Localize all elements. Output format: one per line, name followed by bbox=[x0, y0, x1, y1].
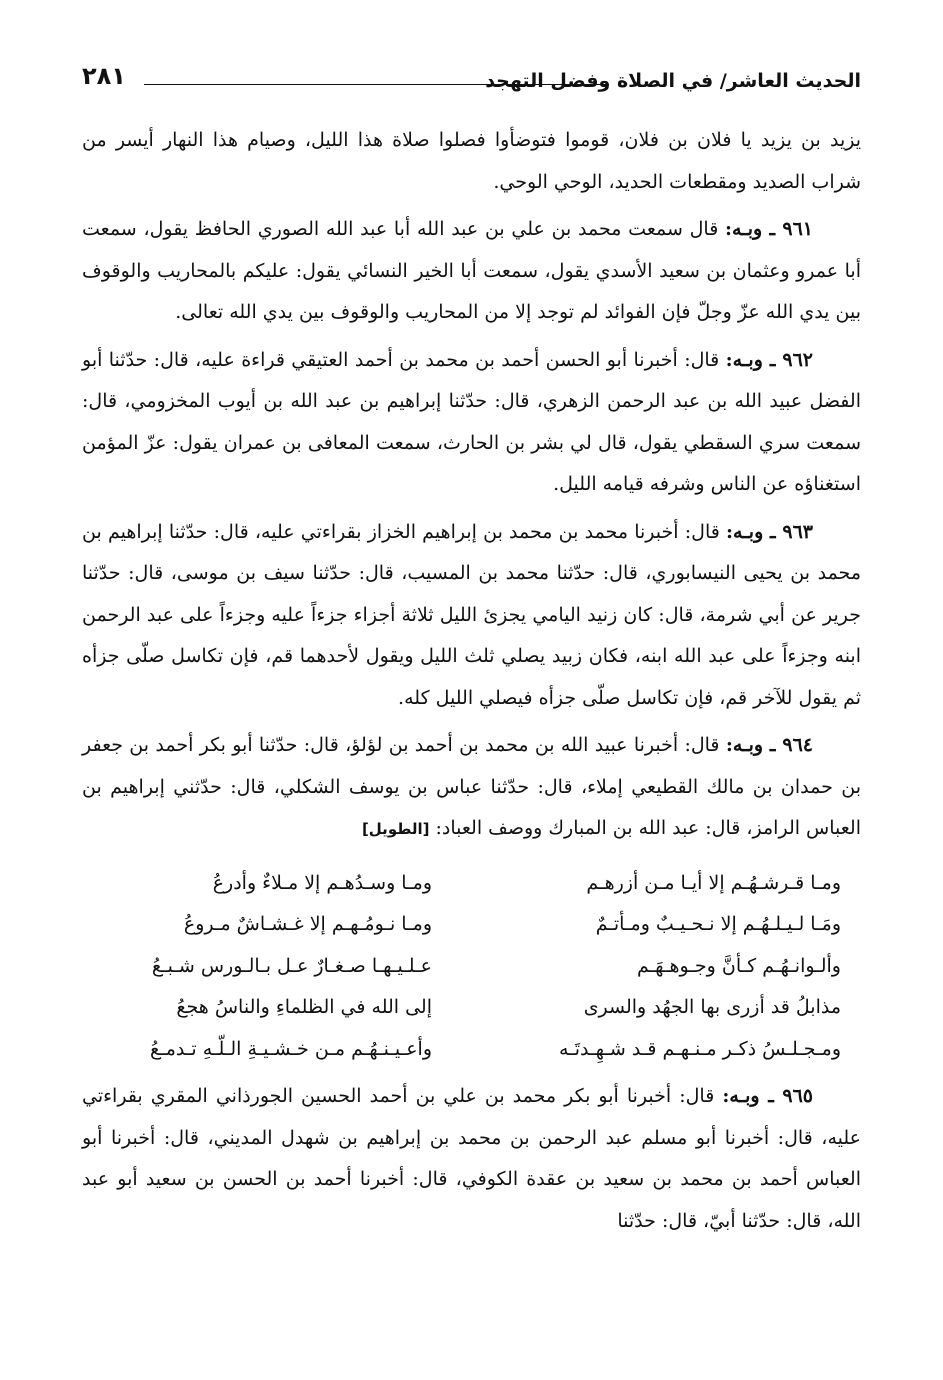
hadith-number: ٩٦٢ ـ وبـه: bbox=[725, 348, 813, 371]
verse-first-hemistich: ومـجـلـسُ ذكـر مـنـهـم قـد شـهِـدتَـه bbox=[558, 1037, 841, 1060]
verse-first-hemistich: ومَـا لـيـلـهُـم إلا نـحـيـبٌ ومـأتـمٌ bbox=[595, 913, 841, 935]
hadith-text: قال: أخبرنا عبيد الله بن محمد بن أحمد بن لؤلؤ، قال: حدّثنا أبو بكر أحمد بن جعفر بن حمدان بن مالك القطيعي إملاء، قال: حدّثنا عباس بن يوسف الشكلي، قال: حدّثني إبراهيم بن العباس الرامز، قال: عبد الله بن المبارك ووصف العباد: bbox=[82, 734, 861, 839]
verse-second-hemistich: إلى الله في الظلماءِ والناسُ هجعُ bbox=[176, 996, 432, 1018]
hadith-number: ٩٦٥ ـ وبـه: bbox=[722, 1085, 813, 1107]
poem-verse bbox=[102, 863, 841, 905]
poem-verse bbox=[102, 1029, 841, 1071]
paragraph-continuation bbox=[82, 120, 861, 203]
hadith-text: قال: أخبرنا أبو بكر محمد بن علي بن أحمد الحسين الجورذاني المقري بقراءتي عليه، قال: أخبرنا أبو مسلم عبد الرحمن بن محمد بن إبراهيم بن شهدل المديني، قال: أخبرنا أبو العباس أحمد بن محمد بن سعيد بن عقدة الكوفي، قال: أخبرنا أحمد بن الحسن بن سعيد أبو عبد الله، قال: حدّثنا أبيّ، قال: حدّثنا bbox=[82, 1085, 861, 1232]
verse-first-hemistich: ومـا قـرشـهُـم إلا أيـا مـن أزرهـم bbox=[586, 871, 841, 894]
verse-second-hemistich: ومـا وسـدُهـم إلا مـلاءٌ وأدرعُ bbox=[212, 871, 432, 894]
poem-verse bbox=[102, 987, 841, 1029]
verse-second-hemistich: ومـا نـومُـهـم إلا غـشـاشٌ مـروعُ bbox=[183, 913, 432, 935]
meter-label: [الطويل] bbox=[361, 820, 430, 838]
hadith-number: ٩٦٤ ـ وبـه: bbox=[725, 734, 814, 756]
verse-first-hemistich: وألـوانـهُـم كـأنَّ وجـوهـهَـم bbox=[636, 954, 841, 977]
hadith-964 bbox=[82, 725, 861, 851]
hadith-961 bbox=[82, 209, 861, 334]
verse-second-hemistich: وأعـيـنـهُـم مـن خـشـيـةِ الـلّـهِ تـدمـعُ bbox=[150, 1037, 432, 1060]
header-title: الحديث العاشر/ في الصلاة وفضل التهجد bbox=[485, 70, 861, 92]
hadith-962 bbox=[82, 340, 861, 506]
poem bbox=[102, 863, 841, 1071]
page-number: ٢٨١ bbox=[82, 62, 126, 90]
verse-second-hemistich: عـلـيـهـا صـغـارٌ عـل بـالـورس شـبـعُ bbox=[151, 954, 432, 977]
hadith-963 bbox=[82, 512, 861, 720]
hadith-text: قال سمعت محمد بن علي بن عبد الله أبا عبد الله الصوري الحافظ يقول، سمعت أبا عمرو وعثمان بن سعيد الأسدي يقول، سمعت أبا الخير النسائي يقول: عليكم بالمحاريب والوقوف بين يدي الله عزّ وجلّ فإن الفوائد لم توجد إلا من المحاريب والوقوف بين يدي الله تعالى. bbox=[82, 218, 861, 323]
poem-verse bbox=[102, 904, 841, 946]
running-header bbox=[82, 58, 861, 98]
verse-first-hemistich: مذابلُ قد أزرى بها الجهُد والسرى bbox=[583, 996, 841, 1018]
hadith-text: قال: أخبرنا محمد بن محمد بن إبراهيم الخزاز بقراءتي عليه، قال: حدّثنا إبراهيم بن محمد بن يحيى النيسابوري، قال: حدّثنا محمد بن المسيب، قال: حدّثنا سيف بن موسى، قال: حدّثنا جرير عن أبي شرمة، قال: كان زنيد اليامي يجزئ الليل ثلاثة أجزاء جزءاً عليه وجزءاً على عبد الرحمن ابنه وجزءاً على عبد الله ابنه، فكان زبيد يصلي ثلث الليل ويقول لأحدهما قم، فإن تكاسل صلّى جزأه ثم يقول للآخر قم، فإن تكاسل صلّى جزأه فيصلي الليل كله. bbox=[82, 520, 861, 709]
hadith-965 bbox=[82, 1076, 861, 1242]
hadith-text: قال: أخبرنا أبو الحسن أحمد بن محمد بن أحمد العتيقي قراءة عليه، قال: حدّثنا أبو الفضل عبيد الله بن عبد الرحمن الزهري، قال: حدّثنا إبراهيم بن عبد الله بن أيوب المخزومي، قال: سمعت سري السقطي يقول، قال لي بشر بن الحارث، سمعت المعافى بن عمران يقول: عزّ المؤمن استغناؤه عن الناس وشرفه قيامه الليل. bbox=[82, 348, 861, 495]
body-text bbox=[82, 120, 861, 1242]
paragraph-text: يزيد بن يزيد يا فلان بن فلان، قوموا فتوضأوا فصلوا صلاة هذا الليل، وصيام هذا النهار أيسر من شراب الصديد ومقطعات الحديد، الوحي الوحي. bbox=[82, 129, 861, 193]
hadith-number: ٩٦٣ ـ وبـه: bbox=[726, 520, 813, 543]
hadith-number: ٩٦١ ـ وبـه: bbox=[725, 218, 813, 240]
poem-verse bbox=[102, 946, 841, 988]
header-rule bbox=[144, 84, 609, 85]
